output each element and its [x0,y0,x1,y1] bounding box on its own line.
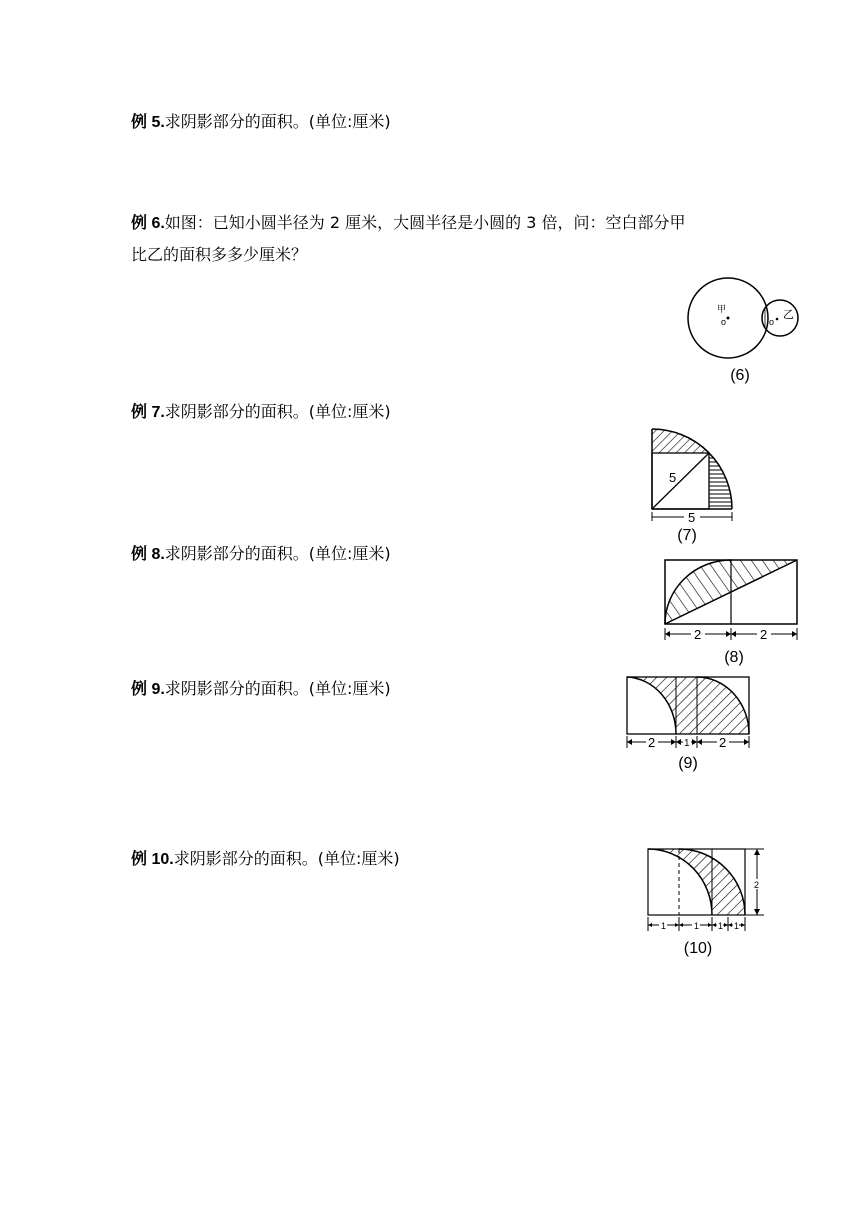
example-text: 求阴影部分的面积。(单位:厘米) [164,679,391,698]
figure-9-caption: (9) [678,755,698,772]
figure-7 [645,424,745,530]
example-text: 求阴影部分的面积。(单位:厘米) [164,544,391,563]
example-label: 例 8. [131,546,165,563]
example-text: 如图：已知小圆半径为 2 厘米，大圆半径是小圆的 3 倍，问：空白部分甲 [164,213,686,232]
big-center-dot [727,317,730,320]
figure-6 [680,272,810,370]
shaded-region [627,677,749,734]
height-label: 2 [754,880,760,890]
example-text: 求阴影部分的面积。(单位:厘米) [164,112,391,131]
dim-label-3: 1 [718,921,724,931]
top-shaded-region [652,429,709,453]
example-8 [131,540,391,569]
example-text: 求阴影部分的面积。(单位:厘米) [173,849,400,868]
shaded-region [648,849,745,915]
figure-9 [622,672,754,756]
label-small: 乙 [783,309,794,321]
dim3-label: 2 [719,735,727,750]
example-5 [131,108,391,137]
small-center-dot [776,318,779,321]
example-label: 例 6. [131,215,165,232]
figure-10-caption: (10) [683,940,713,957]
right-shaded-region [709,453,732,509]
dim-label-2: 1 [694,921,700,931]
dim-label-1: 1 [661,921,667,931]
dim1-label: 2 [694,627,702,642]
dim2-label: 2 [760,627,768,642]
label-big: 甲 [717,304,727,314]
example-label: 例 5. [131,114,165,131]
example-label: 例 7. [131,404,165,421]
dim2-label: 1 [684,738,690,749]
base-label: 5 [688,510,696,525]
example-6-line2 [131,241,307,269]
example-label: 例 9. [131,681,165,698]
figure-10 [640,843,770,935]
example-9 [131,675,391,704]
dim1-label: 2 [648,735,656,750]
example-label: 例 10. [131,851,174,868]
diag-label: 5 [669,470,677,485]
figure-8 [660,556,804,646]
label-center-small: o [769,317,775,327]
square-diagonal [652,453,709,509]
figure-8-caption: (8) [724,649,744,666]
figure-6-caption: (6) [730,367,750,384]
example-7 [131,398,391,427]
label-center-big: o [721,317,727,327]
example-text: 比乙的面积多多少厘米？ [131,245,308,264]
example-6 [131,209,686,238]
example-10 [131,845,400,874]
example-text: 求阴影部分的面积。(单位:厘米) [164,402,391,421]
figure-7-caption: (7) [677,527,697,544]
dim-label-4: 1 [734,921,740,931]
